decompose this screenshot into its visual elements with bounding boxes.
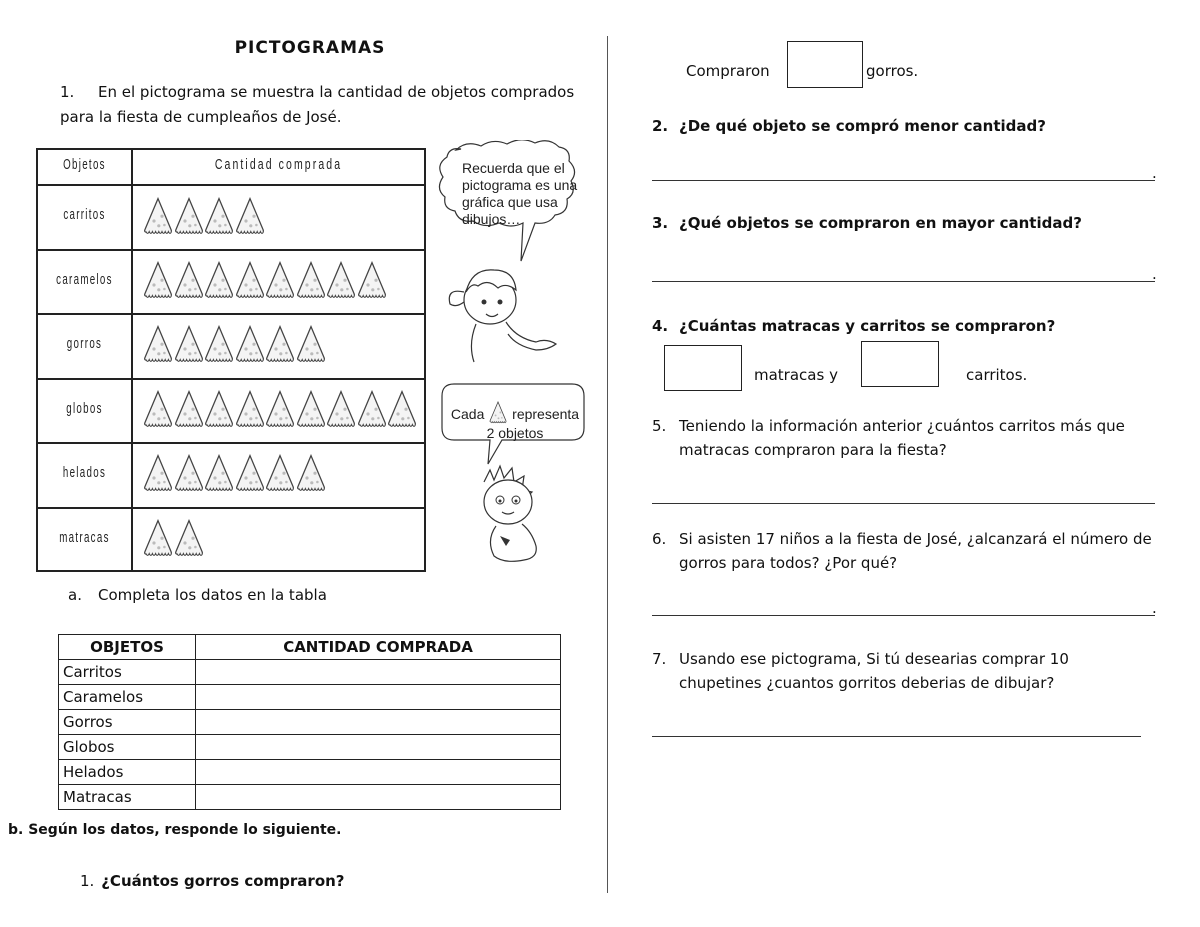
table-row — [59, 785, 561, 810]
pictogram-row-label: matracas — [59, 529, 110, 546]
table-row — [59, 710, 561, 735]
legend-after: representa — [512, 406, 580, 422]
pictogram-header-objects: Objetos — [63, 156, 106, 173]
question-text: Teniendo la información anterior ¿cuántos carritos más que matracas compraron para la fiesta? — [679, 417, 1125, 459]
pictogram-row-line — [38, 249, 424, 251]
table-row — [59, 660, 561, 685]
hat-icon — [203, 449, 235, 499]
quantity-input-cell[interactable] — [196, 660, 561, 685]
hat-icon — [142, 320, 174, 370]
hat-icon — [173, 256, 205, 306]
line-period: . — [1152, 164, 1157, 182]
question-4 — [652, 314, 1192, 338]
answer-line[interactable] — [652, 281, 1155, 282]
question-number: 3. — [652, 214, 669, 232]
pictogram-row-label: helados — [62, 464, 107, 481]
hat-icon — [234, 256, 266, 306]
column-divider — [607, 36, 608, 893]
hat-icon — [234, 320, 266, 370]
object-cell: Helados — [59, 760, 196, 785]
hat-icon — [173, 192, 205, 242]
question-7 — [652, 647, 1152, 695]
hat-icon — [142, 449, 174, 499]
girl-illustration — [440, 262, 575, 364]
compraron-label: Compraron — [686, 62, 770, 80]
pictogram-header-quantity: Cantidad comprada — [214, 156, 343, 173]
hat-icon — [173, 385, 205, 435]
data-table-header-quantity: CANTIDAD COMPRADA — [196, 635, 561, 660]
gorros-answer-box[interactable] — [787, 41, 863, 88]
question-text: Usando ese pictograma, Si tú desearias comprar 10 chupetines ¿cuantos gorritos deberias de dibujar? — [679, 650, 1069, 692]
hat-icon — [325, 256, 357, 306]
page-title: PICTOGRAMAS — [234, 38, 386, 58]
bubble-text: Recuerda que el pictograma es una gráfica que usa dibujos… — [462, 160, 578, 227]
quantity-input-cell[interactable] — [196, 760, 561, 785]
object-cell: Globos — [59, 735, 196, 760]
hat-icon — [488, 401, 508, 425]
data-table — [58, 634, 561, 810]
question-2 — [652, 114, 1192, 138]
pictogram-row-label: gorros — [66, 335, 103, 352]
answer-line[interactable] — [652, 180, 1155, 181]
question-number: 6. — [652, 530, 667, 548]
hat-icon — [264, 449, 296, 499]
hat-icon — [234, 449, 266, 499]
question-3 — [652, 211, 1192, 235]
hat-icon — [295, 320, 327, 370]
line-period: . — [1152, 265, 1157, 283]
hat-icon — [295, 256, 327, 306]
object-cell: Caramelos — [59, 685, 196, 710]
question-number: 1. — [80, 872, 95, 890]
hat-icon — [356, 256, 388, 306]
hat-icon — [264, 320, 296, 370]
question-number: 7. — [652, 650, 667, 668]
table-row — [59, 735, 561, 760]
pictogram-row-line — [38, 442, 424, 444]
pictogram-row-line — [38, 378, 424, 380]
carritos-label: carritos. — [966, 366, 1028, 384]
part-a — [68, 586, 327, 604]
hat-icon — [264, 256, 296, 306]
object-cell: Gorros — [59, 710, 196, 735]
boy-illustration — [470, 460, 550, 570]
question-text: ¿Qué objetos se compraron en mayor cantidad? — [679, 214, 1082, 232]
hat-icon — [142, 385, 174, 435]
pictogram-row-line — [38, 507, 424, 509]
hat-icon — [203, 192, 235, 242]
hat-icon — [234, 385, 266, 435]
question-number: 5. — [652, 417, 667, 435]
question-1-text: En el pictograma se muestra la cantidad de objetos comprados para la fiesta de cumpleaños de José. — [60, 83, 575, 126]
question-text: ¿De qué objeto se compró menor cantidad? — [679, 117, 1046, 135]
answer-line[interactable] — [652, 503, 1155, 504]
question-number: 4. — [652, 317, 669, 335]
part-a-text: Completa los datos en la tabla — [98, 586, 327, 604]
pictogram-row-label: carritos — [63, 206, 106, 223]
part-a-letter: a. — [68, 586, 82, 604]
answer-line[interactable] — [652, 615, 1155, 616]
gorros-label: gorros. — [866, 62, 919, 80]
hat-icon — [264, 385, 296, 435]
hat-icon — [325, 385, 357, 435]
hat-icon — [386, 385, 418, 435]
question-6 — [652, 527, 1152, 575]
matracas-label: matracas y — [754, 366, 838, 384]
legend-line2: 2 objetos — [486, 425, 544, 441]
question-1-intro — [60, 80, 580, 130]
question-text: ¿Cuántos gorros compraron? — [101, 872, 345, 890]
legend-text — [444, 401, 586, 442]
pictogram-table — [36, 148, 426, 572]
hat-icon — [356, 385, 388, 435]
hat-icon — [203, 320, 235, 370]
question-number: 2. — [652, 117, 669, 135]
question-text: Si asisten 17 niños a la fiesta de José, ¿alcanzará el número de gorros para todos? ¿Por qué? — [679, 530, 1152, 572]
hat-icon — [173, 514, 205, 564]
table-row — [59, 760, 561, 785]
hat-icon — [295, 385, 327, 435]
question-1-number: 1. — [60, 83, 75, 101]
pictogram-row-line — [38, 184, 424, 186]
question-bottom-1 — [80, 872, 345, 890]
quantity-input-cell[interactable] — [196, 710, 561, 735]
table-row — [59, 685, 561, 710]
hat-icon — [173, 449, 205, 499]
question-5 — [652, 414, 1192, 462]
data-table-header-objects: OBJETOS — [59, 635, 196, 660]
hat-icon — [234, 192, 266, 242]
pictogram-row-label: caramelos — [56, 271, 113, 288]
line-period: . — [1152, 599, 1157, 617]
hat-icon — [142, 514, 174, 564]
legend-before: Cada — [450, 406, 485, 422]
hat-icon — [142, 256, 174, 306]
hat-icon — [173, 320, 205, 370]
quantity-input-cell[interactable] — [196, 685, 561, 710]
part-b: b. Según los datos, responde lo siguiente. — [8, 822, 342, 838]
object-cell: Carritos — [59, 660, 196, 685]
pictogram-row-line — [38, 313, 424, 315]
hat-icon — [142, 192, 174, 242]
quantity-input-cell[interactable] — [196, 735, 561, 760]
quantity-input-cell[interactable] — [196, 785, 561, 810]
question-text: ¿Cuántas matracas y carritos se compraron? — [679, 317, 1056, 335]
answer-line[interactable] — [652, 736, 1141, 737]
object-cell: Matracas — [59, 785, 196, 810]
matracas-answer-box[interactable] — [664, 345, 742, 391]
carritos-answer-box[interactable] — [861, 341, 939, 387]
hat-icon — [203, 256, 235, 306]
pictogram-row-label: globos — [66, 400, 103, 417]
hat-icon — [295, 449, 327, 499]
hat-icon — [203, 385, 235, 435]
